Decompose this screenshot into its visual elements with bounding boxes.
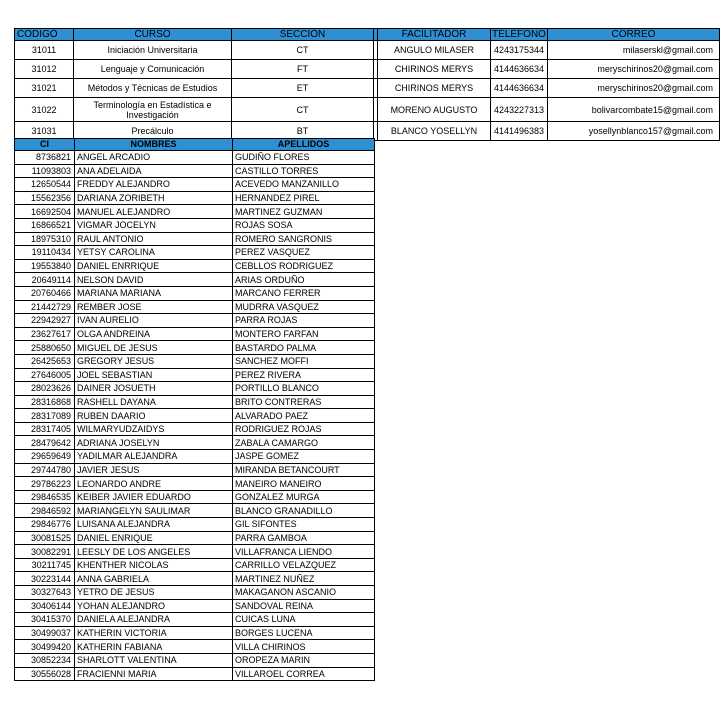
cell-telefono: 4243227313 bbox=[491, 98, 548, 122]
cell-nombres: NELSON DAVID bbox=[75, 273, 233, 287]
student-row bbox=[15, 273, 375, 287]
cell-ci: 30499420 bbox=[15, 640, 75, 654]
student-row bbox=[15, 531, 375, 545]
cell-ci: 23627617 bbox=[15, 327, 75, 341]
cell-ci: 28479642 bbox=[15, 436, 75, 450]
cell-curso: Terminología en Estadística e Investigación bbox=[74, 98, 232, 122]
cell-seccion: FT bbox=[232, 60, 374, 79]
cell-apellidos: PARRA GAMBOA bbox=[233, 531, 375, 545]
cell-ci: 20649114 bbox=[15, 273, 75, 287]
cell-apellidos: CASTILLO TORRES bbox=[233, 164, 375, 178]
cell-seccion: CT bbox=[232, 98, 374, 122]
cell-ci: 30852234 bbox=[15, 653, 75, 667]
student-row bbox=[15, 409, 375, 423]
cell-nombres: MANUEL ALEJANDRO bbox=[75, 205, 233, 219]
cell-nombres: LEONARDO ANDRE bbox=[75, 477, 233, 491]
cell-ci: 18975310 bbox=[15, 232, 75, 246]
cell-nombres: ANA ADELAIDA bbox=[75, 164, 233, 178]
student-row bbox=[15, 191, 375, 205]
cell-nombres: YETSY CAROLINA bbox=[75, 246, 233, 260]
cell-nombres: GREGORY JESUS bbox=[75, 354, 233, 368]
cell-nombres: RUBEN DAARIO bbox=[75, 409, 233, 423]
student-row bbox=[15, 463, 375, 477]
cell-apellidos: BRITO CONTRERAS bbox=[233, 395, 375, 409]
cell-ci: 29846592 bbox=[15, 504, 75, 518]
student-row bbox=[15, 450, 375, 464]
cell-ci: 19110434 bbox=[15, 246, 75, 260]
cell-nombres: RAUL ANTONIO bbox=[75, 232, 233, 246]
cell-apellidos: ZABALA CAMARGO bbox=[233, 436, 375, 450]
student-row bbox=[15, 490, 375, 504]
cell-facilitador: CHIRINOS MERYS bbox=[378, 79, 491, 98]
cell-ci: 30415370 bbox=[15, 613, 75, 627]
cell-correo: yosellynblanco157@gmail.com bbox=[548, 122, 720, 141]
cell-facilitador: BLANCO YOSELLYN bbox=[378, 122, 491, 141]
header-telefono: TELEFONO bbox=[492, 29, 546, 40]
cell-apellidos: ROJAS SOSA bbox=[233, 218, 375, 232]
cell-telefono: 4141496383 bbox=[491, 122, 548, 141]
cell-ci: 16866521 bbox=[15, 218, 75, 232]
cell-nombres: SHARLOTT VALENTINA bbox=[75, 653, 233, 667]
cell-correo: bolivarcombate15@gmail.com bbox=[548, 98, 720, 122]
student-row bbox=[15, 599, 375, 613]
course-row bbox=[15, 79, 720, 98]
cell-apellidos: MIRANDA BETANCOURT bbox=[233, 463, 375, 477]
cell-apellidos: ALVARADO PAEZ bbox=[233, 409, 375, 423]
student-row bbox=[15, 205, 375, 219]
cell-codigo: 31021 bbox=[15, 79, 74, 98]
cell-ci: 30082291 bbox=[15, 545, 75, 559]
cell-nombres: ADRIANA JOSELYN bbox=[75, 436, 233, 450]
cell-ci: 15562356 bbox=[15, 191, 75, 205]
cell-apellidos: CUICAS LUNA bbox=[233, 613, 375, 627]
student-row bbox=[15, 477, 375, 491]
cell-nombres: MARIANA MARIANA bbox=[75, 286, 233, 300]
cell-ci: 29846535 bbox=[15, 490, 75, 504]
cell-apellidos: HERNANDEZ PIREL bbox=[233, 191, 375, 205]
cell-correo: milaserskl@gmail.com bbox=[548, 41, 720, 60]
cell-apellidos: JASPE GOMEZ bbox=[233, 450, 375, 464]
cell-nombres: OLGA ANDREINA bbox=[75, 327, 233, 341]
header-facilitador: FACILITADOR bbox=[378, 29, 491, 41]
student-row bbox=[15, 504, 375, 518]
cell-telefono: 4243175344 bbox=[491, 41, 548, 60]
cell-ci: 29744780 bbox=[15, 463, 75, 477]
cell-facilitador: ANGULO MILASER bbox=[378, 41, 491, 60]
cell-nombres: JOEL SEBASTIAN bbox=[75, 368, 233, 382]
cell-ci: 30081525 bbox=[15, 531, 75, 545]
cell-facilitador: CHIRINOS MERYS bbox=[378, 60, 491, 79]
cell-ci: 30556028 bbox=[15, 667, 75, 681]
cell-curso: Iniciación Universitaria bbox=[74, 41, 232, 60]
student-row bbox=[15, 151, 375, 165]
header-codigo: CODIGO bbox=[15, 29, 74, 41]
course-row bbox=[15, 41, 720, 60]
cell-ci: 25880650 bbox=[15, 341, 75, 355]
cell-seccion: CT bbox=[232, 41, 374, 60]
cell-codigo: 31011 bbox=[15, 41, 74, 60]
student-row bbox=[15, 246, 375, 260]
cell-ci: 11093803 bbox=[15, 164, 75, 178]
cell-ci: 12650544 bbox=[15, 178, 75, 192]
cell-ci: 28317405 bbox=[15, 422, 75, 436]
cell-ci: 8736821 bbox=[15, 151, 75, 165]
cell-ci: 28317089 bbox=[15, 409, 75, 423]
cell-correo: meryschirinos20@gmail.com bbox=[548, 60, 720, 79]
cell-apellidos: MANEIRO MANEIRO bbox=[233, 477, 375, 491]
cell-correo: meryschirinos20@gmail.com bbox=[548, 79, 720, 98]
cell-ci: 30499037 bbox=[15, 626, 75, 640]
cell-apellidos: MONTERO FARFAN bbox=[233, 327, 375, 341]
cell-apellidos: CEBLLOS RODRIGUEZ bbox=[233, 259, 375, 273]
cell-apellidos: OROPEZA MARIN bbox=[233, 653, 375, 667]
cell-nombres: YETRO DE JESUS bbox=[75, 586, 233, 600]
cell-apellidos: PEREZ RIVERA bbox=[233, 368, 375, 382]
course-table bbox=[14, 28, 720, 141]
student-row bbox=[15, 586, 375, 600]
cell-apellidos: SANCHEZ MOFFI bbox=[233, 354, 375, 368]
cell-nombres: RASHELL DAYANA bbox=[75, 395, 233, 409]
cell-apellidos: ARIAS ORDUÑO bbox=[233, 273, 375, 287]
cell-apellidos: CARRILLO VELAZQUEZ bbox=[233, 558, 375, 572]
cell-nombres: KEIBER JAVIER EDUARDO bbox=[75, 490, 233, 504]
cell-apellidos: PEREZ VASQUEZ bbox=[233, 246, 375, 260]
cell-nombres: LEESLY DE LOS ANGELES bbox=[75, 545, 233, 559]
cell-nombres: REMBER JOSE bbox=[75, 300, 233, 314]
cell-apellidos: ROMERO SANGRONIS bbox=[233, 232, 375, 246]
student-row bbox=[15, 518, 375, 532]
header-curso: CURSO bbox=[74, 29, 232, 41]
cell-nombres: KATHERIN VICTORIA bbox=[75, 626, 233, 640]
cell-nombres: YADILMAR ALEJANDRA bbox=[75, 450, 233, 464]
cell-ci: 29786223 bbox=[15, 477, 75, 491]
cell-ci: 26425653 bbox=[15, 354, 75, 368]
cell-codigo: 31022 bbox=[15, 98, 74, 122]
cell-facilitador: MORENO AUGUSTO bbox=[378, 98, 491, 122]
cell-nombres: DANIEL ENRRIQUE bbox=[75, 259, 233, 273]
cell-curso: Precálculo bbox=[74, 122, 232, 141]
cell-curso: Lenguaje y Comunicación bbox=[74, 60, 232, 79]
cell-nombres: IVAN AURELIO bbox=[75, 314, 233, 328]
student-row bbox=[15, 178, 375, 192]
cell-apellidos: RODRIGUEZ ROJAS bbox=[233, 422, 375, 436]
student-table bbox=[14, 138, 375, 681]
cell-apellidos: BLANCO GRANADILLO bbox=[233, 504, 375, 518]
cell-apellidos: PARRA ROJAS bbox=[233, 314, 375, 328]
student-row bbox=[15, 422, 375, 436]
cell-nombres: ANNA GABRIELA bbox=[75, 572, 233, 586]
student-row bbox=[15, 395, 375, 409]
cell-apellidos: BASTARDO PALMA bbox=[233, 341, 375, 355]
cell-nombres: DARIANA ZORIBETH bbox=[75, 191, 233, 205]
student-row bbox=[15, 640, 375, 654]
student-row bbox=[15, 164, 375, 178]
student-row bbox=[15, 545, 375, 559]
student-row bbox=[15, 327, 375, 341]
student-row bbox=[15, 218, 375, 232]
cell-apellidos: MARCANO FERRER bbox=[233, 286, 375, 300]
cell-nombres: YOHAN ALEJANDRO bbox=[75, 599, 233, 613]
cell-ci: 27646005 bbox=[15, 368, 75, 382]
cell-nombres: DAINER JOSUETH bbox=[75, 382, 233, 396]
cell-nombres: KHENTHER NICOLAS bbox=[75, 558, 233, 572]
cell-ci: 30406144 bbox=[15, 599, 75, 613]
cell-nombres: DANIEL ENRIQUE bbox=[75, 531, 233, 545]
cell-apellidos: MUDRRA VASQUEZ bbox=[233, 300, 375, 314]
course-row bbox=[15, 60, 720, 79]
cell-nombres: MIGUEL DE JESUS bbox=[75, 341, 233, 355]
cell-telefono: 4144636634 bbox=[491, 60, 548, 79]
cell-apellidos: GUDIÑO FLORES bbox=[233, 151, 375, 165]
cell-ci: 30211745 bbox=[15, 558, 75, 572]
cell-ci: 30223144 bbox=[15, 572, 75, 586]
cell-ci: 16692504 bbox=[15, 205, 75, 219]
student-header-row bbox=[15, 139, 375, 151]
cell-ci: 28316868 bbox=[15, 395, 75, 409]
student-row bbox=[15, 558, 375, 572]
student-row bbox=[15, 667, 375, 681]
cell-apellidos: VILLAROEL CORREA bbox=[233, 667, 375, 681]
cell-ci: 19553840 bbox=[15, 259, 75, 273]
cell-apellidos: MARTINEZ NUÑEZ bbox=[233, 572, 375, 586]
student-row bbox=[15, 436, 375, 450]
course-header-row bbox=[15, 29, 720, 41]
header-seccion: SECCIÓN bbox=[232, 29, 374, 41]
cell-ci: 22942927 bbox=[15, 314, 75, 328]
cell-nombres: KATHERIN FABIANA bbox=[75, 640, 233, 654]
cell-seccion: BT bbox=[232, 122, 374, 141]
header-nombres: NOMBRES bbox=[75, 139, 233, 151]
course-row bbox=[15, 98, 720, 122]
cell-apellidos: MAKAGANON ASCANIO bbox=[233, 586, 375, 600]
cell-nombres: VIGMAR JOCELYN bbox=[75, 218, 233, 232]
cell-curso: Métodos y Técnicas de Estudios bbox=[74, 79, 232, 98]
student-row bbox=[15, 314, 375, 328]
cell-nombres: ANGEL ARCADIO bbox=[75, 151, 233, 165]
student-row bbox=[15, 653, 375, 667]
cell-codigo: 31031 bbox=[15, 122, 74, 141]
cell-apellidos: VILLAFRANCA LIENDO bbox=[233, 545, 375, 559]
cell-apellidos: VILLA CHIRINOS bbox=[233, 640, 375, 654]
cell-apellidos: GIL SIFONTES bbox=[233, 518, 375, 532]
student-row bbox=[15, 341, 375, 355]
cell-nombres: JAVIER JESUS bbox=[75, 463, 233, 477]
cell-apellidos: SANDOVAL REINA bbox=[233, 599, 375, 613]
header-ci: CI bbox=[15, 139, 75, 151]
student-row bbox=[15, 382, 375, 396]
cell-apellidos: GONZALEZ MURGA bbox=[233, 490, 375, 504]
cell-ci: 29659649 bbox=[15, 450, 75, 464]
cell-ci: 30327643 bbox=[15, 586, 75, 600]
cell-seccion: ET bbox=[232, 79, 374, 98]
cell-ci: 28023626 bbox=[15, 382, 75, 396]
student-row bbox=[15, 572, 375, 586]
cell-nombres: FREDDY ALEJANDRO bbox=[75, 178, 233, 192]
student-row bbox=[15, 300, 375, 314]
cell-ci: 21442729 bbox=[15, 300, 75, 314]
student-row bbox=[15, 354, 375, 368]
student-row bbox=[15, 259, 375, 273]
cell-nombres: WILMARYUDZAIDYS bbox=[75, 422, 233, 436]
student-row bbox=[15, 613, 375, 627]
cell-nombres: LUISANA ALEJANDRA bbox=[75, 518, 233, 532]
cell-apellidos: PORTILLO BLANCO bbox=[233, 382, 375, 396]
student-row bbox=[15, 232, 375, 246]
cell-apellidos: BORGES LUCENA bbox=[233, 626, 375, 640]
header-correo: CORREO bbox=[548, 29, 720, 41]
cell-apellidos: ACEVEDO MANZANILLO bbox=[233, 178, 375, 192]
cell-ci: 29846776 bbox=[15, 518, 75, 532]
cell-nombres: FRACIENNI MARIA bbox=[75, 667, 233, 681]
student-row bbox=[15, 368, 375, 382]
cell-nombres: DANIELA ALEJANDRA bbox=[75, 613, 233, 627]
student-row bbox=[15, 286, 375, 300]
cell-nombres: MARIANGELYN SAULIMAR bbox=[75, 504, 233, 518]
cell-codigo: 31012 bbox=[15, 60, 74, 79]
cell-ci: 20760466 bbox=[15, 286, 75, 300]
student-row bbox=[15, 626, 375, 640]
cell-apellidos: MARTINEZ GUZMAN bbox=[233, 205, 375, 219]
cell-telefono: 4144636634 bbox=[491, 79, 548, 98]
header-apellidos: APELLIDOS bbox=[233, 139, 375, 151]
